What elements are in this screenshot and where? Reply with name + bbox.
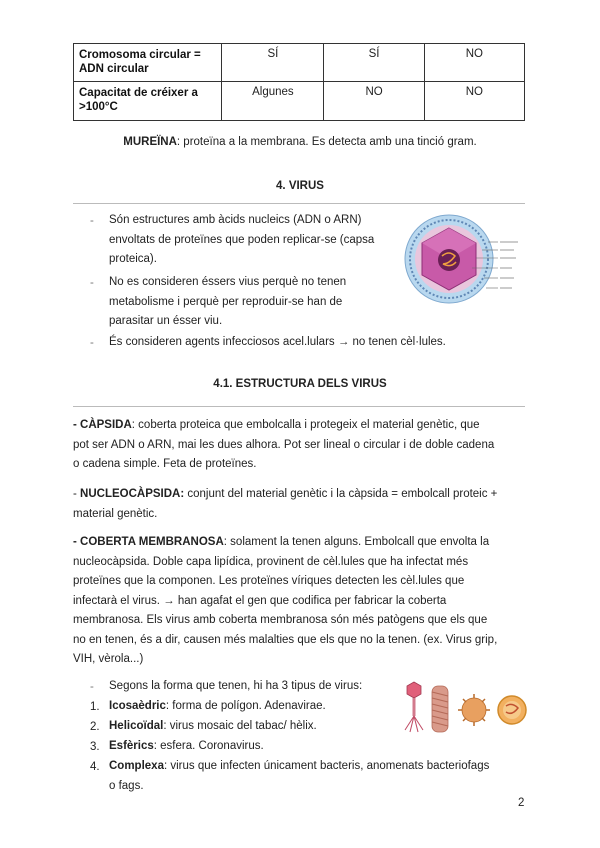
nucleocapsida-term: NUCLEOCÀPSIDA:	[80, 488, 185, 500]
bullet-dash: -	[90, 277, 94, 289]
list-number: 1.	[90, 701, 100, 713]
bullet-line: Són estructures amb àcids nucleics (ADN o ARN)	[109, 214, 362, 226]
type-term: Helicoïdal	[109, 720, 164, 732]
capsida-paragraph	[73, 416, 525, 475]
bullet-dash: -	[90, 337, 94, 349]
list-item	[109, 737, 264, 757]
section-heading-virus: 4. VIRUS	[276, 180, 324, 192]
bullet-item	[109, 273, 397, 332]
table-row	[74, 82, 525, 121]
comparison-table	[73, 43, 525, 121]
coberta-paragraph	[73, 533, 525, 670]
type-text: : virus que infecten únicament bacteris, anomenats bacteriofags	[163, 760, 490, 772]
table-cell: Algunes	[222, 82, 324, 121]
bullet-dash: -	[90, 681, 94, 693]
bullet-line: No es consideren éssers vius perquè no tenen	[109, 276, 347, 288]
mureina-text: : proteïna a la membrana. Es detecta amb una tinció gram.	[176, 136, 477, 148]
bullet-line: metabolisme i perquè per reproduir-se han de	[109, 295, 343, 308]
icosahedral-virus-icon	[458, 694, 490, 726]
table-cell: NO	[424, 82, 524, 121]
bullet-item	[109, 211, 397, 270]
coberta-line: VIH, vèrola...)	[73, 653, 144, 665]
bullet-line: proteica).	[109, 253, 157, 265]
coberta-line: nucleocàpsida. Doble capa lipídica, provinent de cèl.lules que ha infectat més	[73, 555, 469, 568]
type-term: Esfèrics	[109, 740, 154, 752]
table-cell: NO	[324, 82, 424, 121]
list-item	[109, 717, 317, 737]
capsida-line: : coberta proteica que embolcalla i protegeix el material genètic, que	[131, 419, 480, 431]
spherical-virus-icon	[498, 696, 526, 724]
bacteriophage-icon	[405, 682, 423, 732]
type-text: o fags.	[109, 779, 144, 792]
heading-rule	[73, 406, 525, 407]
virus-structure-illustration	[402, 212, 530, 308]
table-row	[74, 44, 525, 82]
capsida-line: o cadena simple. Feta de proteïnes.	[73, 458, 257, 470]
type-text: : esfera. Coronavirus.	[153, 740, 264, 752]
bullet-line: parasitar un ésser viu.	[109, 315, 223, 327]
type-text: : virus mosaic del tabac/ hèlix.	[163, 720, 317, 732]
mureina-definition	[0, 136, 600, 148]
bullet-dash: -	[90, 215, 94, 227]
section-heading-structure: 4.1. ESTRUCTURA DELS VIRUS	[213, 378, 387, 390]
coberta-line: : solament la tenen alguns. Embolcall que envolta la	[223, 536, 490, 548]
nucleocapsida-line: conjunt del material genètic i la càpsida = embolcall proteic +	[184, 488, 498, 500]
nucleocapsida-prefix: -	[73, 488, 81, 500]
list-item	[109, 697, 326, 717]
mureina-term: MUREÏNA	[123, 136, 177, 148]
type-term: Icosaèdric	[109, 700, 166, 712]
list-number: 4.	[90, 761, 100, 773]
coberta-term: - COBERTA MEMBRANOSA	[73, 536, 224, 548]
list-number: 2.	[90, 721, 100, 733]
bullet-line: És consideren agents infecciosos acel.lulars → no tenen cèl·lules.	[109, 336, 446, 348]
type-text: : forma de polígon. Adenavirae.	[165, 700, 326, 712]
heading-rule	[73, 203, 525, 204]
virus-types-illustration	[402, 680, 532, 740]
row-label: Cromosoma circular = ADN circular	[74, 44, 222, 82]
page-number: 2	[518, 797, 525, 809]
list-number: 3.	[90, 741, 100, 753]
table-cell: SÍ	[324, 44, 424, 82]
nucleocapsida-paragraph	[73, 485, 525, 524]
type-term: Complexa	[109, 760, 164, 772]
capsida-line: pot ser ADN o ARN, mai les dues alhora. Pot ser lineal o circular i de doble cadena	[73, 438, 495, 451]
list-item	[109, 757, 529, 796]
row-label: Capacitat de créixer a >100°C	[74, 82, 222, 121]
capsida-term: - CÀPSIDA	[73, 419, 132, 431]
bullet-item	[109, 333, 529, 353]
coberta-line: infectarà el virus. → han agafat el gen que codifica per fabricar la coberta	[73, 594, 447, 607]
coberta-line: proteïnes que la componen. Les proteïnes víriques detecten les cèl.lules que	[73, 575, 465, 587]
bullet-line: envoltats de proteïnes que poden replicar-se (capsa	[109, 233, 375, 246]
table-cell: SÍ	[222, 44, 324, 82]
nucleocapsida-line: material genètic.	[73, 507, 158, 520]
coberta-line: membranosa. Els virus amb coberta membranosa són més patògens que els que	[73, 614, 488, 626]
coberta-line: no en tenen, és a dir, causen més malalties que els que no la tenen. (ex. Virus grip,	[73, 633, 498, 646]
types-intro: Segons la forma que tenen, hi ha 3 tipus de virus:	[109, 680, 363, 692]
table-cell: NO	[424, 44, 524, 82]
helical-virus-icon	[432, 686, 448, 732]
